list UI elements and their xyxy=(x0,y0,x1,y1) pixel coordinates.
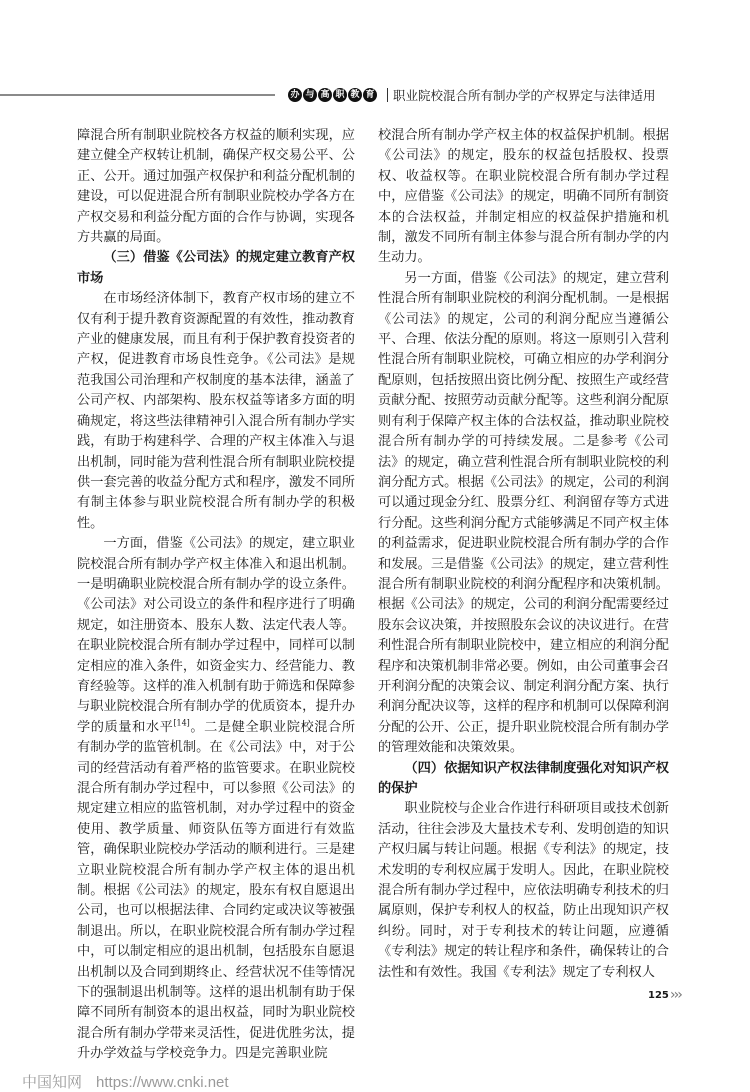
watermark-url: https://www.cnki.net xyxy=(96,1074,229,1091)
paragraph xyxy=(77,534,355,1065)
paragraph-text: 。二是健全职业院校混合所有制办学的监管机制。在《公司法》中，对于公司的经营活动有着严格的监管要求。在职业院校混合所有制办学过程中，可以参照《公司法》的规定建立相应的监管机制，对办学过程中的资金使用、教学质量、师资队伍等方面进行有效监管，确保职业院校办学活动的顺利进行。三是建立职业院校混合所有制办学产权主体的退出机制。根据《公司法》的规定，股东有权自愿退出公司，也可以根据法律、合同约定或决议等被强制退出。所以，在职业院校混合所有制办学过程中，可以制定相应的退出机制，包括股东自愿退出机制以及合同到期终止、经营状况不佳等情况下的强制退出机制等。这样的退出机制有助于保障不同所有制资本的退出权益，同时为职业院校混合所有制办学带来灵活性，促进优胜劣汰，提升办学效益与学校竞争力。四是完善职业院 xyxy=(77,719,356,1062)
right-column xyxy=(378,126,669,983)
logo-char: 育 xyxy=(363,88,377,102)
watermark-name: 中国知网 xyxy=(22,1073,83,1091)
watermark xyxy=(22,1073,229,1092)
header-separator xyxy=(387,88,388,102)
citation-ref: [14] xyxy=(173,718,190,728)
chevron-right-icon: ››› xyxy=(670,987,681,1003)
running-header xyxy=(288,86,656,104)
section-heading: （四）依据知识产权法律制度强化对知识产权的保护 xyxy=(378,760,669,796)
header-rule xyxy=(0,94,275,96)
logo-char: 办 xyxy=(288,88,302,102)
section-heading: （三）借鉴《公司法》的规定建立教育产权市场 xyxy=(77,250,355,286)
logo-char: 教 xyxy=(348,88,362,102)
paragraph: 障混合所有制职业院校各方权益的顺利实现，应建立健全产权转让机制，确保产权交易公平、公正、公开。通过加强产权保护和利益分配机制的建设，可以促进混合所有制职业院校办学各方在产权交易和利益分配方面的合作与协调，实现各方共赢的局面。 xyxy=(77,128,355,246)
logo-char: 与 xyxy=(303,88,317,102)
left-column xyxy=(77,126,355,1065)
paragraph: 另一方面，借鉴《公司法》的规定，建立营利性混合所有制职业院校的利润分配机制。一是根据《公司法》的规定，公司的利润分配应当遵循公平、合理、依法分配的原则。将这一原则引入营利性混合所有制职业院校，可确立相应的办学利润分配原则，包括按照出资比例分配、按照生产或经营贡献分配、按照劳动贡献分配等。这些利润分配原则有利于保障产权主体的合法权益，推动职业院校混合所有制办学的可持续发展。二是参考《公司法》的规定，确立营利性混合所有制职业院校的利润分配方式。根据《公司法》的规定，公司的利润可以通过现金分红、股票分红、利润留存等方式进行分配。这些利润分配方式能够满足不同产权主体的利益需求，促进职业院校混合所有制办学的合作和发展。三是借鉴《公司法》的规定，建立营利性混合所有制职业院校的利润分配程序和决策机制。根据《公司法》的规定，公司的利润分配需要经过股东会议决策，并按照股东会议的决议进行。在营利性混合所有制职业院校中，建立相应的利润分配程序和决策机制非常必要。例如，由公司董事会召开利润分配的决策会议、制定利润分配方案、执行利润分配决议等，这样的程序和机制可以保障利润分配的公开、公正，提升职业院校混合所有制办学的管理效能和决策效果。 xyxy=(378,270,669,756)
logo-char: 职 xyxy=(333,88,347,102)
logo-char: 高 xyxy=(318,88,332,102)
paragraph: 在市场经济体制下，教育产权市场的建立不仅有利于提升教育资源配置的有效性，推动教育产业的健康发展，而且有利于保护教育投资者的产权，促进教育市场良性竞争。《公司法》是规范我国公司治理和产权制度的基本法律，涵盖了公司产权、内部架构、股东权益等诸多方面的明确规定，将这些法律精神引入混合所有制办学实践，有助于构建科学、合理的产权主体准入与退出机制，同时能为营利性混合所有制职业院校提供一套完善的收益分配方式和程序，激发不同所有制主体参与职业院校混合所有制办学的积极性。 xyxy=(77,291,355,531)
paragraph: 职业院校与企业合作进行科研项目或技术创新活动，往往会涉及大量技术专利、发明创造的知识产权归属与转让问题。根据《专利法》的规定，技术发明的专利权应属于发明人。因此，在职业院校混合所有制办学过程中，应依法明确专利技术的归属原则，保护专利权人的权益，防止出现知识产权纠纷。同时，对于专利技术的转让问题，应遵循《专利法》规定的转让程序和条件，确保转让的合法性和有效性。我国《专利法》规定了专利权人 xyxy=(378,801,669,980)
journal-logo xyxy=(288,88,377,102)
running-title: 职业院校混合所有制办学的产权界定与法律适用 xyxy=(393,88,656,103)
page-number: 125 xyxy=(648,990,669,1001)
paragraph: 校混合所有制办学产权主体的权益保护机制。根据《公司法》的规定，股东的权益包括股权、投票权、收益权等。在职业院校混合所有制办学过程中，应借鉴《公司法》的规定，明确不同所有制资本的合法权益，并制定相应的权益保护措施和机制，激发不同所有制主体参与混合所有制办学的内生动力。 xyxy=(378,128,669,266)
paragraph-text: 一方面，借鉴《公司法》的规定，建立职业院校混合所有制办学产权主体准入和退出机制。一是明确职业院校混合所有制办学的设立条件。《公司法》对公司设立的条件和程序进行了明确规定，如注册资本、股东人数、法定代表人等。在职业院校混合所有制办学过程中，同样可以制定相应的准入条件，如资金实力、经营能力、教育经验等。这样的准入机制有助于筛选和保障参与职业院校混合所有制办学的优质资本，提升办学的质量和水平 xyxy=(77,536,355,735)
